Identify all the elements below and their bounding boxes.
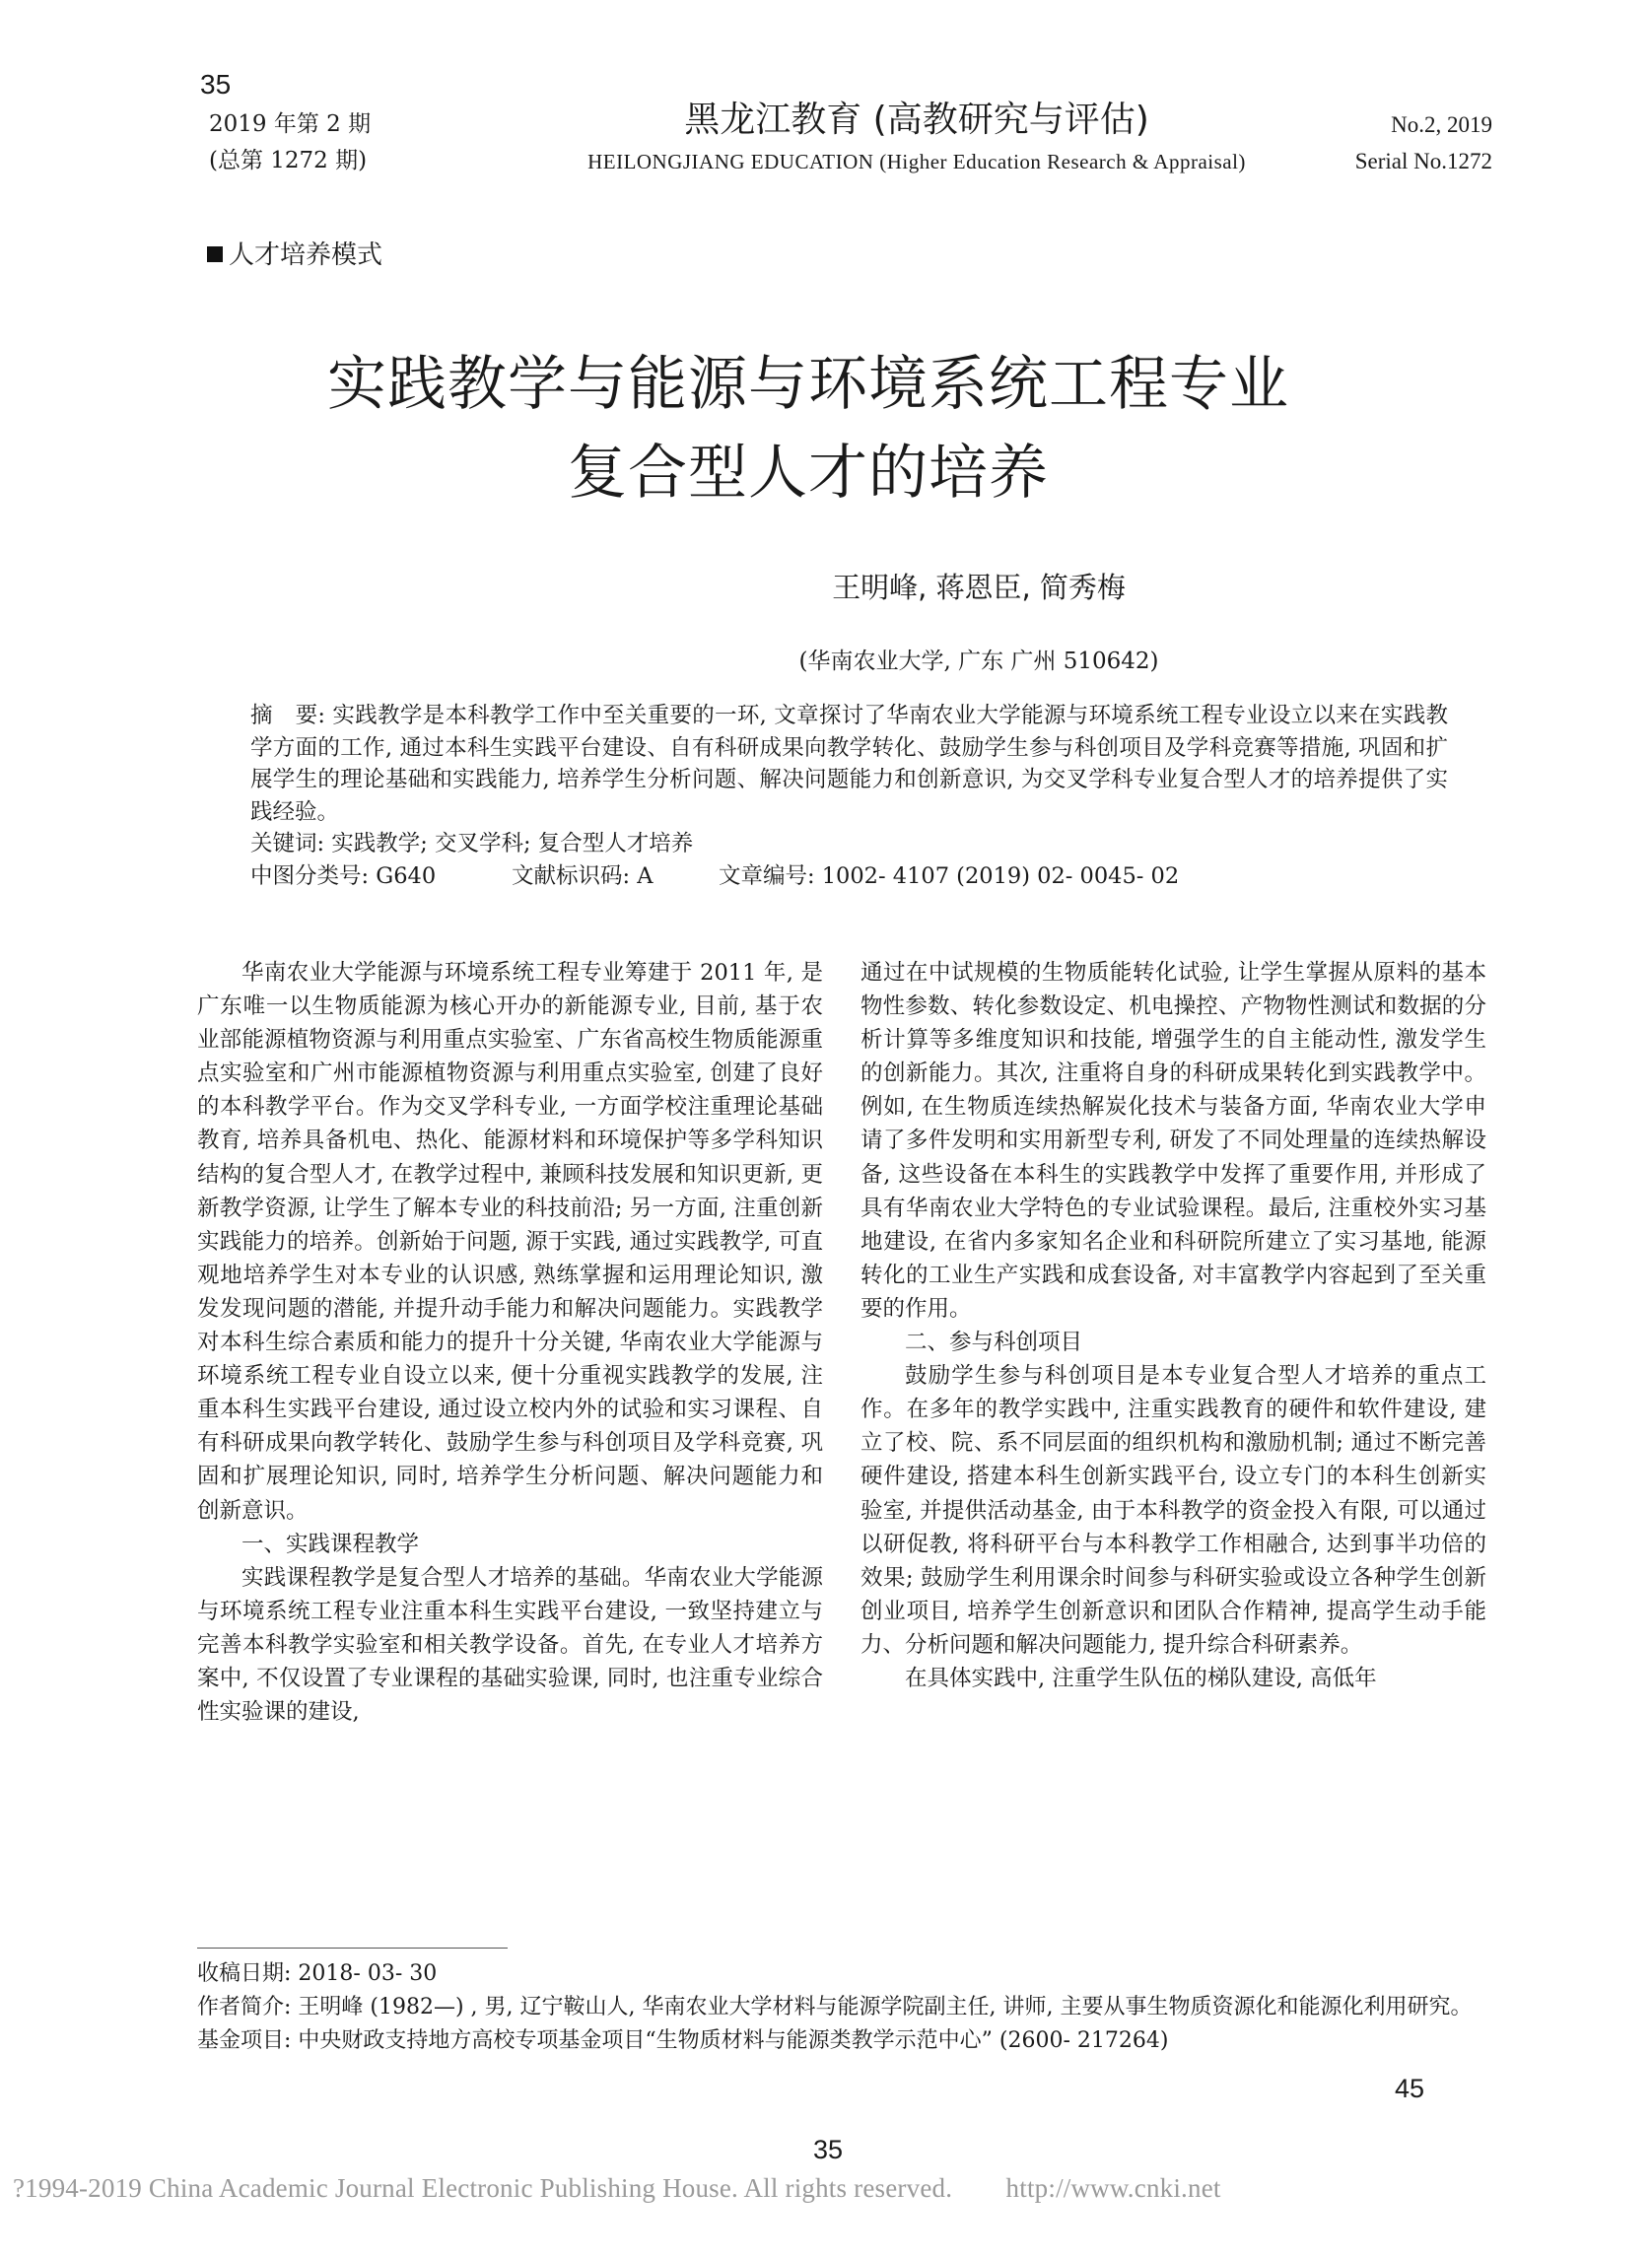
serial-cn: (总第 1272 期) <box>209 148 368 173</box>
received-date: 收稿日期: 2018- 03- 30 <box>197 1961 438 1986</box>
body-paragraph: 实践课程教学是复合型人才培养的基础。华南农业大学能源与环境系统工程专业注重本科生实践平台建设, 一致坚持建立与完善本科教学实验室和相关教学设备。首先, 在专业人才培养方案中, 不仅设置了专业课程的基础实验课, 同时, 也注重专业综合性实验课的建设, <box>197 1564 823 1726</box>
page-number-bottom: 35 <box>813 2135 844 2164</box>
page-number-right: 45 <box>1395 2074 1425 2103</box>
issue-en: No.2, 2019 <box>1391 112 1492 137</box>
title-line-2: 复合型人才的培养 <box>568 439 1049 508</box>
fund-info: 基金项目: 中央财政支持地方高校专项基金项目“生物质材料与能源类教学示范中心” (2600- 217264) <box>197 2028 1169 2053</box>
footnotes <box>197 1957 1479 2058</box>
body-paragraph: 在具体实践中, 注重学生队伍的梯队建设, 高低年 <box>905 1665 1377 1691</box>
journal-title-en: HEILONGJIANG EDUCATION (Higher Education Research & Appraisal) <box>587 150 1246 173</box>
body-paragraph: 华南农业大学能源与环境系统工程专业筹建于 2011 年, 是广东唯一以生物质能源为核心开办的新能源专业, 目前, 基于农业部能源植物资源与利用重点实验室、广东省高校生物质能源重点实验室和广州市能源植物资源与利用重点实验室, 创建了良好的本科教学平台。作为交叉学科专业, 一方面学校注重理论基础教育, 培养具备机电、热化、能源材料和环境保护等多学科知识结构的复合型人才, 在教学过程中, 兼顾科技发展和知识更新, 更新教学资源, 让学生了解本专业的科技前沿; 另一方面, 注重创新实践能力的培养。创新始于问题, 源于实践, 通过实践教学, 可直观地培养学生对本专业的认识感, 熟练掌握和运用理论知识, 激发发现问题的潜能, 并提升动手能力和解决问题能力。实践教学对本科生综合素质和能力的提升十分关键, 华南农业大学能源与环境系统工程专业自设立以来, 便十分重视实践教学的发展, 注重本科生实践平台建设, 通过设立校内外的试验和实习课程、自有科研成果向教学转化、鼓励学生参与科创项目及学科竞赛, 巩固和扩展理论知识, 同时, 培养学生分析问题、解决问题能力和创新意识。 <box>197 960 823 1524</box>
title-line-1: 实践教学与能源与环境系统工程专业 <box>327 350 1289 419</box>
header-issue-en <box>1355 106 1492 179</box>
document-code: 文献标识码: A <box>512 862 654 889</box>
page-number-top: 35 <box>200 69 232 100</box>
footnote-divider <box>197 1948 508 1949</box>
body-paragraph: 通过在中试规模的生物质能转化试验, 让学生掌握从原料的基本物性参数、转化参数设定、机电操控、产物物性测试和数据的分析计算等多维度知识和技能, 增强学生的自主能动性, 激发学生的创新能力。其次, 注重将自身的科研成果转化到实践教学中。例如, 在生物质连续热解炭化技术与装备方面, 华南农业大学申请了多件发明和实用新型专利, 研发了不同处理量的连续热解设备, 这些设备在本科生的实践教学中发挥了重要作用, 并形成了具有华南农业大学特色的专业试验课程。最后, 注重校外实习基地建设, 在省内多家知名企业和科研院所建立了实习基地, 能源转化的工业生产实践和成套设备, 对丰富教学内容起到了至关重要的作用。 <box>860 960 1486 1322</box>
article-title <box>168 340 1449 517</box>
body-column-right <box>860 956 1486 1695</box>
section-heading: 二、参与科创项目 <box>905 1330 1083 1356</box>
issue-cn: 2019 年第 2 期 <box>209 111 372 137</box>
classification-row <box>250 860 1448 893</box>
abstract-text: 摘 要: 实践教学是本科教学工作中至关重要的一环, 文章探讨了华南农业大学能源与环境系统工程专业设立以来在实践教学方面的工作, 通过本科生实践平台建设、自有科研成果向教学转化、鼓励学生参与科创项目及学科竞赛等措施, 巩固和扩展学生的理论基础和实践能力, 培养学生分析问题、解决问题能力和创新意识, 为交叉学科专业复合型人才的培养提供了实践经验。 <box>250 703 1448 825</box>
affiliation: (华南农业大学, 广东 广州 510642) <box>798 649 1159 674</box>
body-column-left <box>197 956 823 1729</box>
authors: 王明峰, 蒋恩臣, 简秀梅 <box>832 571 1126 604</box>
journal-title <box>424 92 1410 174</box>
keywords: 关键词: 实践教学; 交叉学科; 复合型人才培养 <box>250 831 694 856</box>
header-issue-cn <box>209 106 371 179</box>
square-bullet-icon <box>207 246 223 262</box>
body-paragraph: 鼓励学生参与科创项目是本专业复合型人才培养的重点工作。在多年的教学实践中, 注重实践教育的硬件和软件建设, 建立了校、院、系不同层面的组织机构和激励机制; 通过不断完善硬件建设, 搭建本科生创新实践平台, 设立专门的本科生创新实验室, 并提供活动基金, 由于本科教学的资金投入有限, 可以通过以研促教, 将科研平台与本科教学工作相融合, 达到事半功倍的效果; 鼓励学生利用课余时间参与科研实验或设立各种学生创新创业项目, 培养学生创新意识和团队合作精神, 提高学生动手能力、分析问题和解决问题能力, 提升综合科研素养。 <box>860 1363 1486 1658</box>
section-tag <box>207 235 382 271</box>
article-number: 文章编号: 1002- 4107 (2019) 02- 0045- 02 <box>719 862 1180 889</box>
journal-title-cn: 黑龙江教育 (高教研究与评估) <box>684 100 1149 140</box>
section-heading: 一、实践课程教学 <box>241 1531 420 1557</box>
clc-number: 中图分类号: G640 <box>250 862 437 889</box>
abstract-block <box>250 700 1448 892</box>
serial-en: Serial No.1272 <box>1354 149 1492 173</box>
copyright-watermark: ?1994-2019 China Academic Journal Electronic Publishing House. All rights reserved. http://www.cnki.net <box>13 2173 1221 2203</box>
author-bio: 作者简介: 王明峰 (1982—) , 男, 辽宁鞍山人, 华南农业大学材料与能源学院副主任, 讲师, 主要从事生物质资源化和能源化利用研究。 <box>197 1995 1473 2019</box>
section-label: 人才培养模式 <box>229 240 383 270</box>
